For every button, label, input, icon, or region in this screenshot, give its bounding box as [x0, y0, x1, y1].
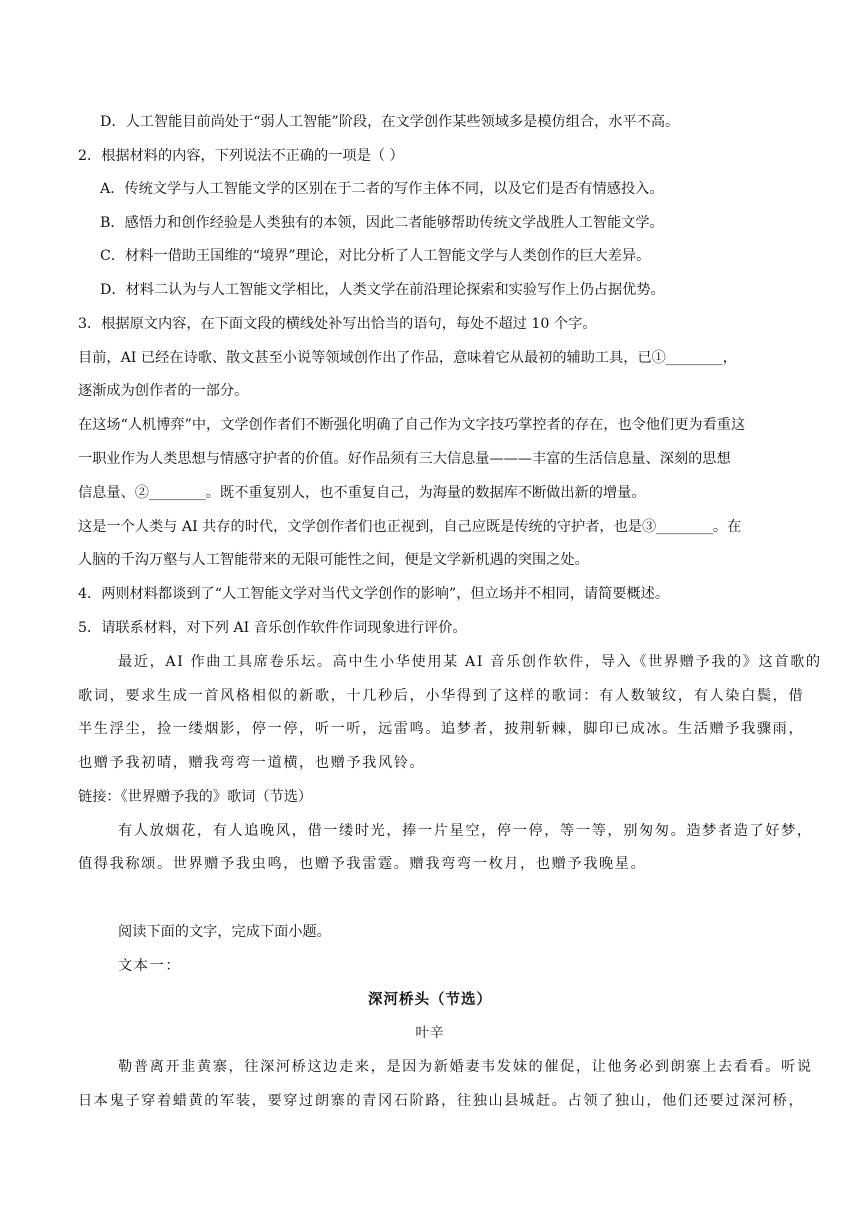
option-a: A．传统文学与人工智能文学的区别在于二者的写作主体不同，以及它们是否有情感投入。 [100, 181, 664, 197]
link-heading: 链接：《世界赠予我的》歌词（节选） [78, 789, 313, 805]
question-3: 3．根据原文内容，在下面文段的横线处补写出恰当的语句，每处不超过 10 个字。 [78, 316, 597, 332]
option-c: C．材料一借助王国维的“境界”理论，对比分析了人工智能文学与人类创作的巨大差异。 [100, 248, 651, 264]
option-d: D．材料二认为与人工智能文学相比，人类文学在前沿理论探索和实验写作上仍占据优势。 [100, 282, 665, 298]
article-body-line: 日本鬼子穿着蜡黄的军装，要穿过朗寨的青冈石阶路，往独山县城赶。占领了独山，他们还要过深河桥， [78, 1093, 805, 1109]
question-2: 2．根据材料的内容，下列说法不正确的一项是（ ） [78, 148, 404, 164]
q3-paragraph-line: 逐渐成为创作者的一部分。 [78, 383, 249, 399]
lyrics-excerpt-line: 有人放烟花，有人追晚风，借一缕时光，捧一片星空，停一停，等一等，别匆匆。造梦者造了好梦， [118, 823, 813, 839]
question-4: 4．两则材料都谈到了“人工智能文学对当代文学创作的影响”，但立场并不相同，请简要概述。 [78, 586, 670, 602]
q3-paragraph-line: 信息量、②________。既不重复别人，也不重复自己，为海量的数据库不断做出新的增量。 [78, 485, 646, 501]
q3-paragraph-line: 目前，AI 已经在诗歌、散文甚至小说等领域创作出了作品，意味着它从最初的辅助工具，已①________， [78, 350, 737, 366]
reading-instruction: 阅读下面的文字，完成下面小题。 [118, 924, 331, 940]
q3-paragraph-line: 一职业作为人类思想与情感守护者的价值。好作品须有三大信息量———丰富的生活信息量、深刻的思想 [78, 451, 731, 467]
q3-paragraph-line: 在这场“人机博弈”中，文学创作者们不断强化明确了自己作为文字技巧掌控者的存在，也令他们更为看重这 [78, 417, 746, 433]
option-d-q1: D．人工智能目前尚处于“弱人工智能”阶段，在文学创作某些领域多是模仿组合，水平不高。 [100, 114, 680, 130]
text-one-label: 文本一： [118, 958, 182, 974]
lyrics-excerpt-line: 值得我称颂。世界赠予我虫鸣，也赠予我雷霆。赠我弯弯一枚月，也赠予我晚星。 [78, 856, 647, 872]
article-body-line: 勒普离开韭黄寨，往深河桥这边走来，是因为新婚妻韦发妹的催促，让他务必到朗寨上去看看。听说 [118, 1059, 813, 1075]
question-5: 5．请联系材料，对下列 AI 音乐创作软件作词现象进行评价。 [78, 620, 467, 636]
q3-paragraph-line: 这是一个人类与 AI 共存的时代，文学创作者们也正视到，自己应既是传统的守护者，也是③________。在 [78, 519, 742, 535]
q5-material-line: 歌词，要求生成一首风格相似的新歌，十几秒后，小华得到了这样的歌词：有人数皱纹，有人染白鬓，借 [78, 688, 805, 704]
article-author: 叶辛 [415, 1025, 445, 1041]
option-b: B．感悟力和创作经验是人类独有的本领，因此二者能够帮助传统文学战胜人工智能文学。 [100, 215, 664, 231]
q3-paragraph-line: 人脑的千沟万壑与人工智能带来的无限可能性之间，便是文学新机遇的突围之处。 [78, 552, 589, 568]
article-title: 深河桥头（节选） [368, 991, 492, 1008]
q5-material-line: 半生浮尘，捡一缕烟影，停一停，听一听，远雷鸣。追梦者，披荆斩棘，脚印已成冰。生活赠予我骤雨， [78, 721, 805, 737]
q5-material-line: 也赠予我初晴，赠我弯弯一道横，也赠予我风铃。 [78, 755, 426, 771]
q5-material-line: 最近，AI 作曲工具席卷乐坛。高中生小华使用某 AI 音乐创作软件，导入《世界赠予我的》这首歌的 [118, 654, 822, 670]
